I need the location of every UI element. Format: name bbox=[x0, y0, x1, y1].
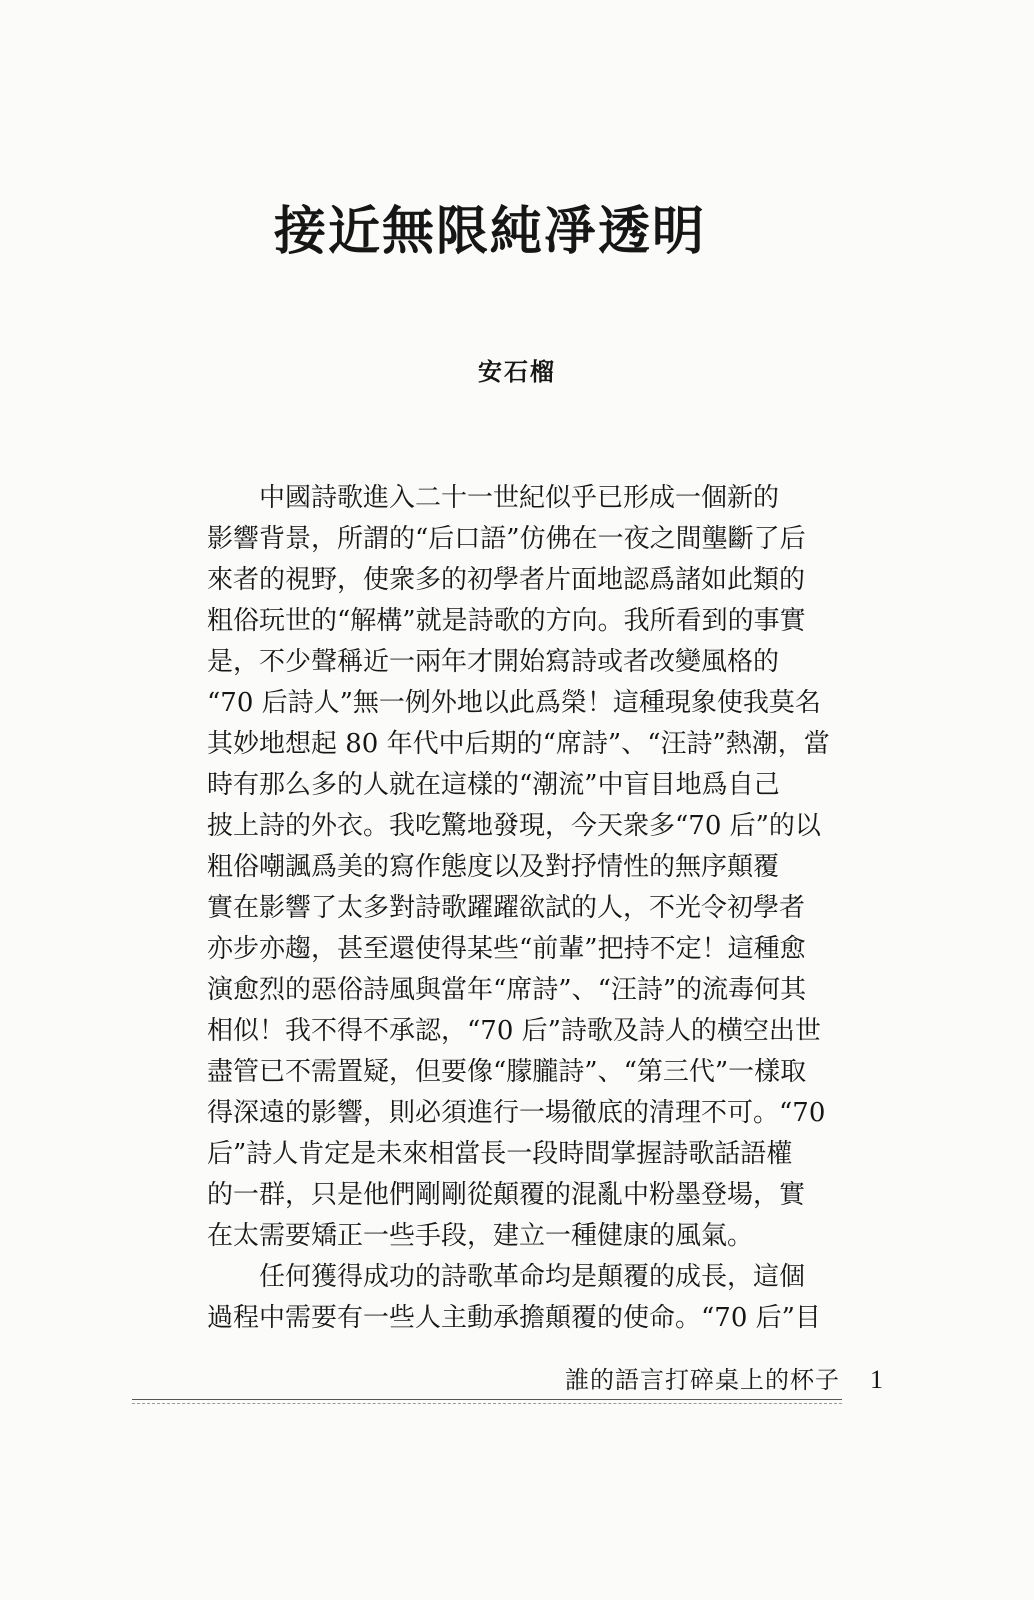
body-line: 亦步亦趨，甚至還使得某些“前輩”把持不定！這種愈 bbox=[207, 934, 806, 964]
body-line: 任何獲得成功的詩歌革命均是顛覆的成長，這個 bbox=[207, 1262, 806, 1292]
body-line: 披上詩的外衣。我吃驚地發現，今天衆多“70 后”的以 bbox=[207, 811, 821, 841]
article-body bbox=[207, 478, 857, 1339]
body-line: 的一群，只是他們剛剛從顛覆的混亂中粉墨登場，實 bbox=[207, 1180, 806, 1210]
body-line: 演愈烈的惡俗詩風與當年“席詩”、“汪詩”的流毒何其 bbox=[207, 975, 807, 1005]
author-name: 安石榴 bbox=[478, 358, 556, 386]
body-line: 粗俗玩世的“解構”就是詩歌的方向。我所看到的事實 bbox=[207, 606, 806, 636]
body-line: 來者的視野，使衆多的初學者片面地認爲諸如此類的 bbox=[207, 565, 806, 595]
body-line: 后”詩人肯定是未來相當長一段時間掌握詩歌話語權 bbox=[207, 1139, 793, 1169]
body-line: 在太需要矯正一些手段，建立一種健康的風氣。 bbox=[207, 1221, 754, 1251]
footer-rule bbox=[132, 1399, 842, 1400]
body-line: 實在影響了太多對詩歌躍躍欲試的人，不光令初學者 bbox=[207, 893, 806, 923]
body-line: “70 后詩人”無一例外地以此爲榮！這種現象使我莫名 bbox=[207, 688, 821, 718]
body-line: 盡管已不需置疑，但要像“朦朧詩”、“第三代”一樣取 bbox=[207, 1057, 807, 1087]
body-line: 過程中需要有一些人主動承擔顛覆的使命。“70 后”目 bbox=[207, 1303, 821, 1333]
footer-rule-dashed bbox=[132, 1403, 842, 1404]
body-line: 得深遠的影響，則必須進行一場徹底的清理不可。“70 bbox=[207, 1098, 826, 1128]
body-line: 是，不少聲稱近一兩年才開始寫詩或者改變風格的 bbox=[207, 647, 780, 677]
body-line: 時有那么多的人就在這樣的“潮流”中盲目地爲自己 bbox=[207, 770, 780, 800]
body-line: 中國詩歌進入二十一世紀似乎已形成一個新的 bbox=[207, 483, 780, 513]
body-line: 相似！我不得不承認，“70 后”詩歌及詩人的横空出世 bbox=[207, 1016, 821, 1046]
body-line: 粗俗嘲諷爲美的寫作態度以及對抒情性的無序顛覆 bbox=[207, 852, 780, 882]
body-line: 影響背景，所謂的“后口語”仿佛在一夜之間壟斷了后 bbox=[207, 524, 806, 554]
body-line: 其妙地想起 80 年代中后期的“席詩”、“汪詩”熱潮，當 bbox=[207, 729, 830, 759]
running-footer-book-title: 誰的語言打碎桌上的杯子 bbox=[565, 1366, 840, 1394]
article-title: 接近無限純凈透明 bbox=[273, 202, 706, 262]
page-number: 1 bbox=[870, 1365, 883, 1394]
